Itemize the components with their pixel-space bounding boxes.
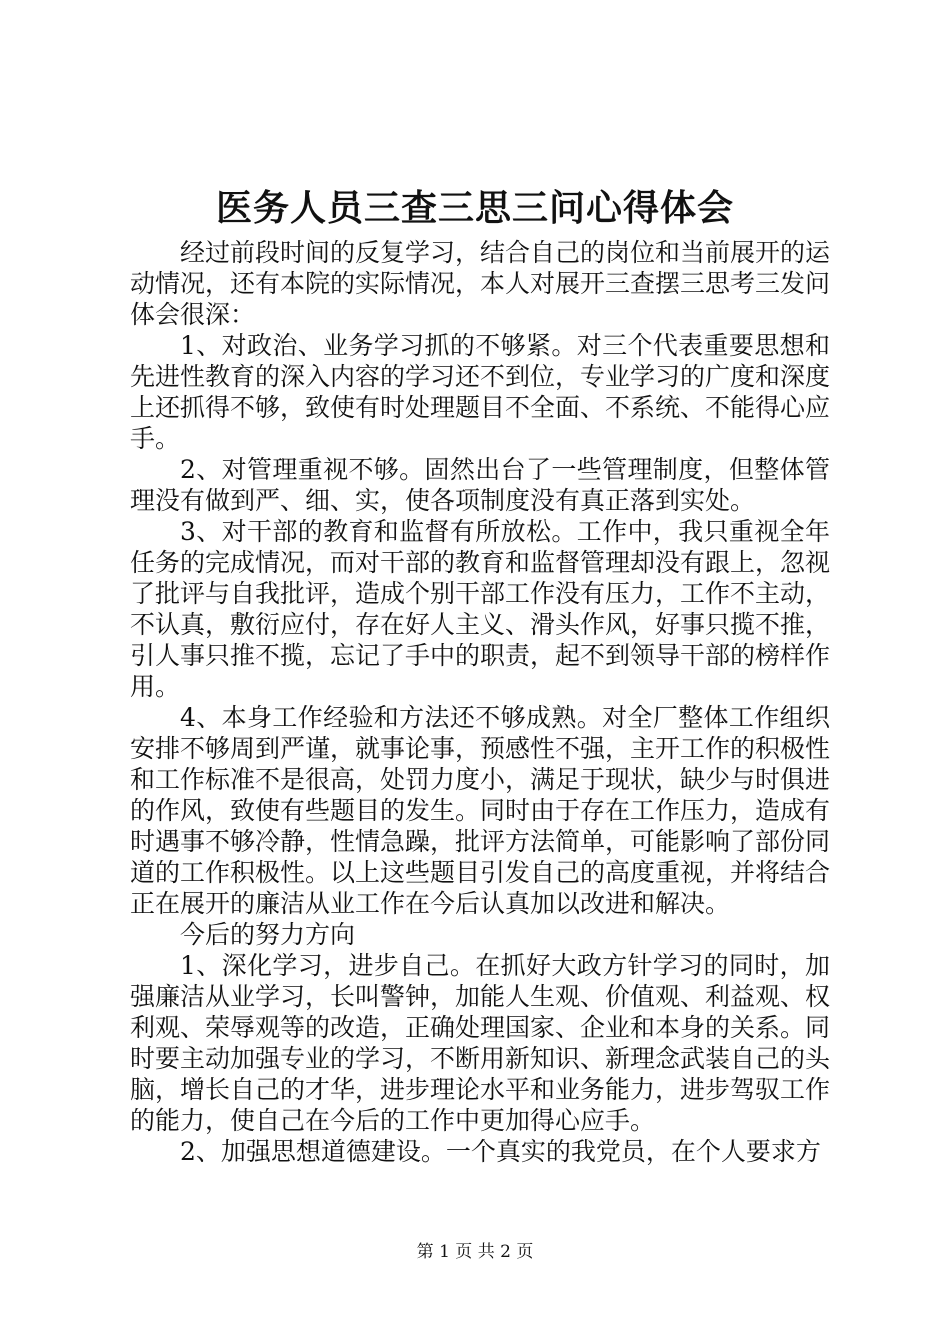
paragraph-point-4: 4、本身工作经验和方法还不够成熟。对全厂整体工作组织安排不够周到严谨，就事论事，预感性不强，主开工作的积极性和工作标准不是很高，处罚力度小，满足于现状，缺少与时俱进的作风，致使有些题目的发生。同时由于存在工作压力，造成有时遇事不够冷静，性情急躁，批评方法简单，可能影响了部份同道的工作积极性。以上这些题目引发自己的高度重视，并将结合正在展开的廉洁从业工作在今后认真加以改进和解决。 [130, 703, 831, 918]
document-title: 医务人员三查三思三问心得体会 [215, 187, 734, 229]
section-heading-direction: 今后的努力方向 [180, 920, 356, 949]
paragraph-intro: 经过前段时间的反复学习，结合自己的岗位和当前展开的运动情况，还有本院的实际情况，本人对展开三查摆三思考三发问体会很深： [130, 238, 831, 329]
document-body [130, 237, 830, 1167]
paragraph-point-3: 3、对干部的教育和监督有所放松。工作中，我只重视全年任务的完成情况，而对干部的教育和监督管理却没有跟上，忽视了批评与自我批评，造成个别干部工作没有压力，工作不主动，不认真，敷衍应付，存在好人主义、滑头作风，好事只揽不推，引人事只推不揽，忘记了手中的职责，起不到领导干部的榜样作用。 [130, 517, 831, 701]
paragraph-direction-1: 1、深化学习，进步自己。在抓好大政方针学习的同时，加强廉洁从业学习，长叫警钟，加能人生观、价值观、利益观、权利观、荣辱观等的改造，正确处理国家、企业和本身的关系。同时要主动加强专业的学习，不断用新知识、新理念武装自己的头脑，增长自己的才华，进步理论水平和业务能力，进步驾驭工作的能力，使自己在今后的工作中更加得心应手。 [130, 951, 831, 1135]
page-footer: 第 1 页 共 2 页 [416, 1242, 534, 1262]
paragraph-point-2: 2、对管理重视不够。固然出台了一些管理制度，但整体管理没有做到严、细、实，使各项制度没有真正落到实处。 [130, 455, 830, 515]
paragraph-direction-2: 2、加强思想道德建设。一个真实的我党员，在个人要求方 [180, 1137, 821, 1166]
paragraph-point-1: 1、对政治、业务学习抓的不够紧。对三个代表重要思想和先进性教育的深入内容的学习还不到位，专业学习的广度和深度上还抓得不够，致使有时处理题目不全面、不系统、不能得心应手。 [130, 331, 831, 453]
